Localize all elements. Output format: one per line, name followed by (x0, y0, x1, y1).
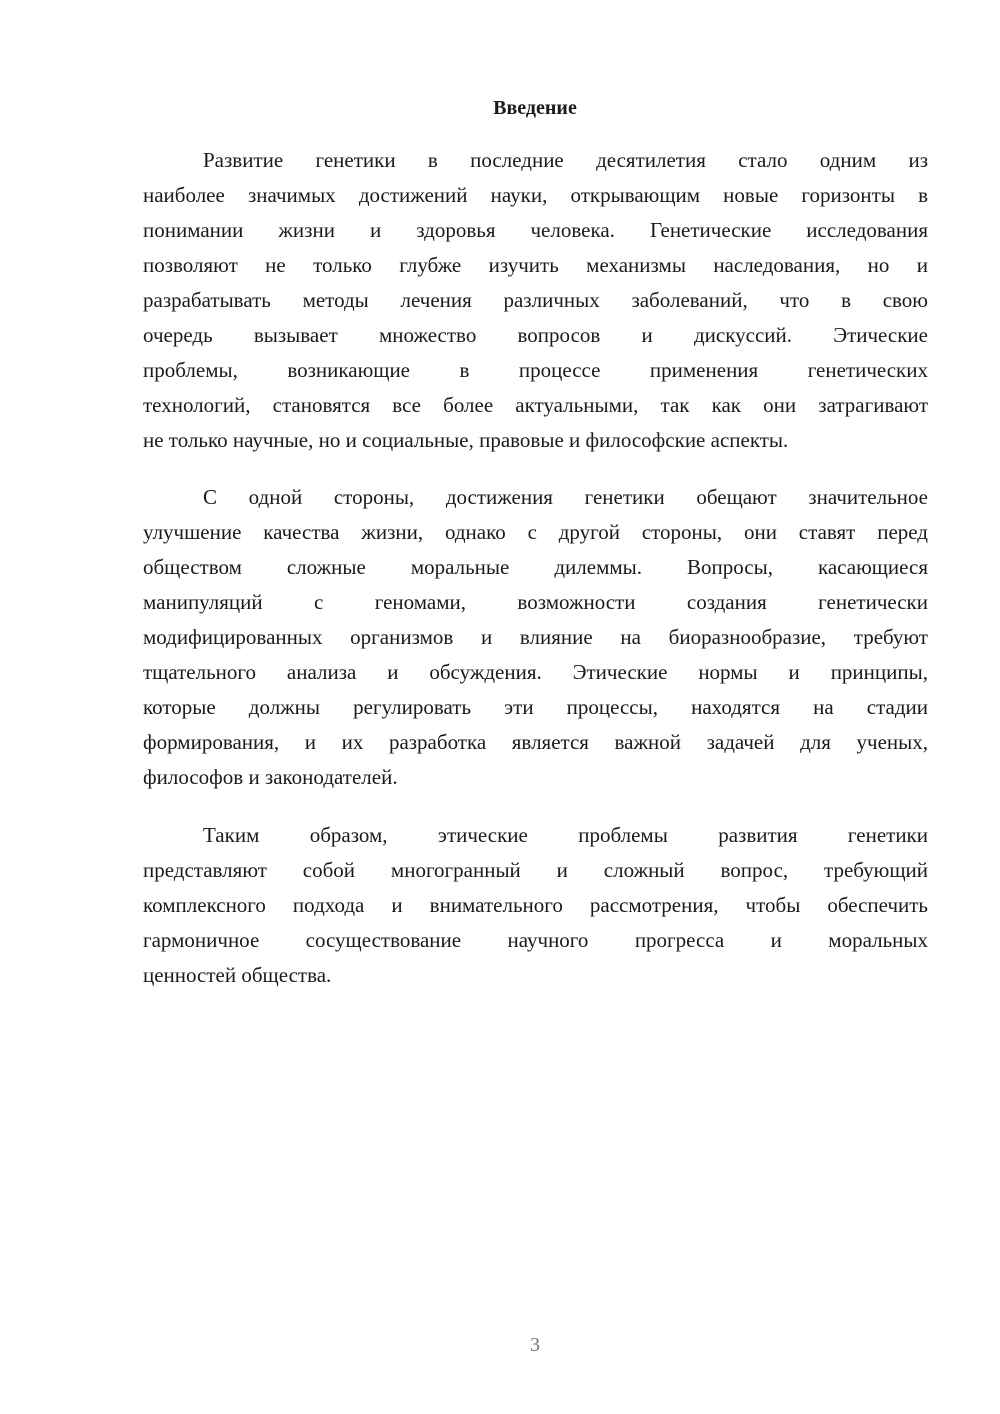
section-title: Введение (493, 97, 577, 119)
text-line: понимании жизни и здоровья человека. Генетические исследования (143, 218, 928, 242)
paragraph-1 (143, 143, 928, 458)
paragraph-3 (143, 818, 928, 993)
text-line: комплексного подхода и внимательного рассмотрения, чтобы обеспечить (143, 893, 928, 917)
text-line: разрабатывать методы лечения различных заболеваний, что в свою (143, 288, 928, 312)
text-line: технологий, становятся все более актуальными, так как они затрагивают (143, 393, 928, 417)
text-line: не только научные, но и социальные, правовые и философские аспекты. (143, 428, 789, 452)
text-line: Развитие генетики в последние десятилетия стало одним из (203, 148, 928, 172)
text-line: манипуляций с геномами, возможности создания генетически (143, 590, 928, 614)
text-line: философов и законодателей. (143, 765, 398, 789)
text-line: Таким образом, этические проблемы развития генетики (203, 823, 928, 847)
text-line: проблемы, возникающие в процессе применения генетических (143, 358, 928, 382)
text-line: гармоничное сосуществование научного прогресса и моральных (143, 928, 928, 952)
page-number: 3 (530, 1334, 540, 1356)
paragraph-2 (143, 480, 928, 795)
text-line: формирования, и их разработка является важной задачей для ученых, (143, 730, 928, 754)
text-line: представляют собой многогранный и сложный вопрос, требующий (143, 858, 928, 882)
text-line: тщательного анализа и обсуждения. Этические нормы и принципы, (143, 660, 928, 684)
text-line: С одной стороны, достижения генетики обещают значительное (203, 485, 928, 509)
text-line: очередь вызывает множество вопросов и дискуссий. Этические (143, 323, 928, 347)
text-line: наиболее значимых достижений науки, открывающим новые горизонты в (143, 183, 928, 207)
text-line: которые должны регулировать эти процессы, находятся на стадии (143, 695, 928, 719)
text-line: ценностей общества. (143, 963, 332, 987)
text-line: модифицированных организмов и влияние на биоразнообразие, требуют (143, 625, 928, 649)
text-line: позволяют не только глубже изучить механизмы наследования, но и (143, 253, 928, 277)
text-line: обществом сложные моральные дилеммы. Вопросы, касающиеся (143, 555, 928, 579)
text-line: улучшение качества жизни, однако с другой стороны, они ставят перед (143, 520, 928, 544)
